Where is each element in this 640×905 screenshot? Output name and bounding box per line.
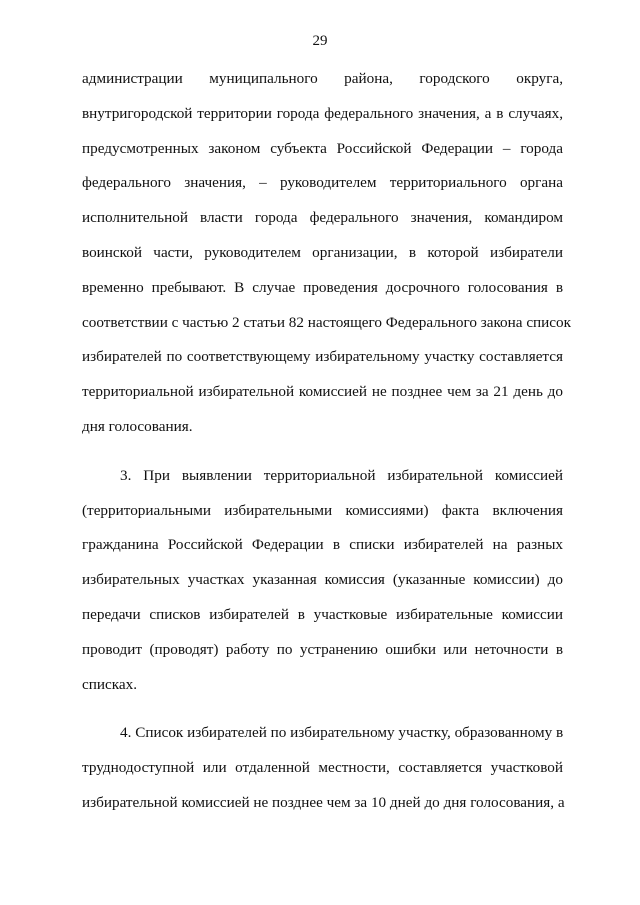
text-line: администрации муниципального района, городского округа, <box>82 70 563 87</box>
text-line: избирательной комиссией не позднее чем за 10 дней до дня голосования, а <box>82 793 565 811</box>
text-line: передачи списков избирателей в участковые избирательные комиссии <box>82 605 563 623</box>
text-line: 3. При выявлении территориальной избирательной комиссией <box>120 466 563 484</box>
text-line: внутригородской территории города федерального значения, а в случаях, <box>82 104 563 122</box>
text-line: федерального значения, – руководителем территориального органа <box>82 174 563 192</box>
text-line: (территориальными избирательными комиссиями) факта включения <box>82 501 563 519</box>
text-line: избирателей по соответствующему избирательному участку составляется <box>82 348 563 366</box>
page-number: 29 <box>312 33 328 49</box>
text-line: 4. Список избирателей по избирательному участку, образованному в <box>120 724 564 742</box>
text-line: исполнительной власти города федерального значения, командиром <box>82 209 563 227</box>
text-line: избирательных участках указанная комиссия (указанные комиссии) до <box>82 571 563 589</box>
text-line: проводит (проводят) работу по устранению ошибки или неточности в <box>82 640 563 658</box>
paragraph-3 <box>82 459 563 703</box>
text-line: труднодоступной или отдаленной местности, составляется участковой <box>82 759 563 777</box>
paragraph-4 <box>82 716 563 820</box>
text-line: списках. <box>82 675 138 693</box>
text-line: дня голосования. <box>82 417 193 435</box>
text-line: соответствии с частью 2 статьи 82 настоящего Федерального закона список <box>82 313 572 331</box>
text-line: временно пребывают. В случае проведения досрочного голосования в <box>82 278 563 296</box>
document-body <box>82 62 572 821</box>
text-line: воинской части, руководителем организации, в которой избиратели <box>82 243 563 261</box>
text-line: предусмотренных законом субъекта Российской Федерации – города <box>82 139 563 157</box>
text-line: территориальной избирательной комиссией не позднее чем за 21 день до <box>82 383 563 401</box>
paragraph-continuation <box>82 62 572 445</box>
text-line: гражданина Российской Федерации в списки избирателей на разных <box>82 536 563 554</box>
